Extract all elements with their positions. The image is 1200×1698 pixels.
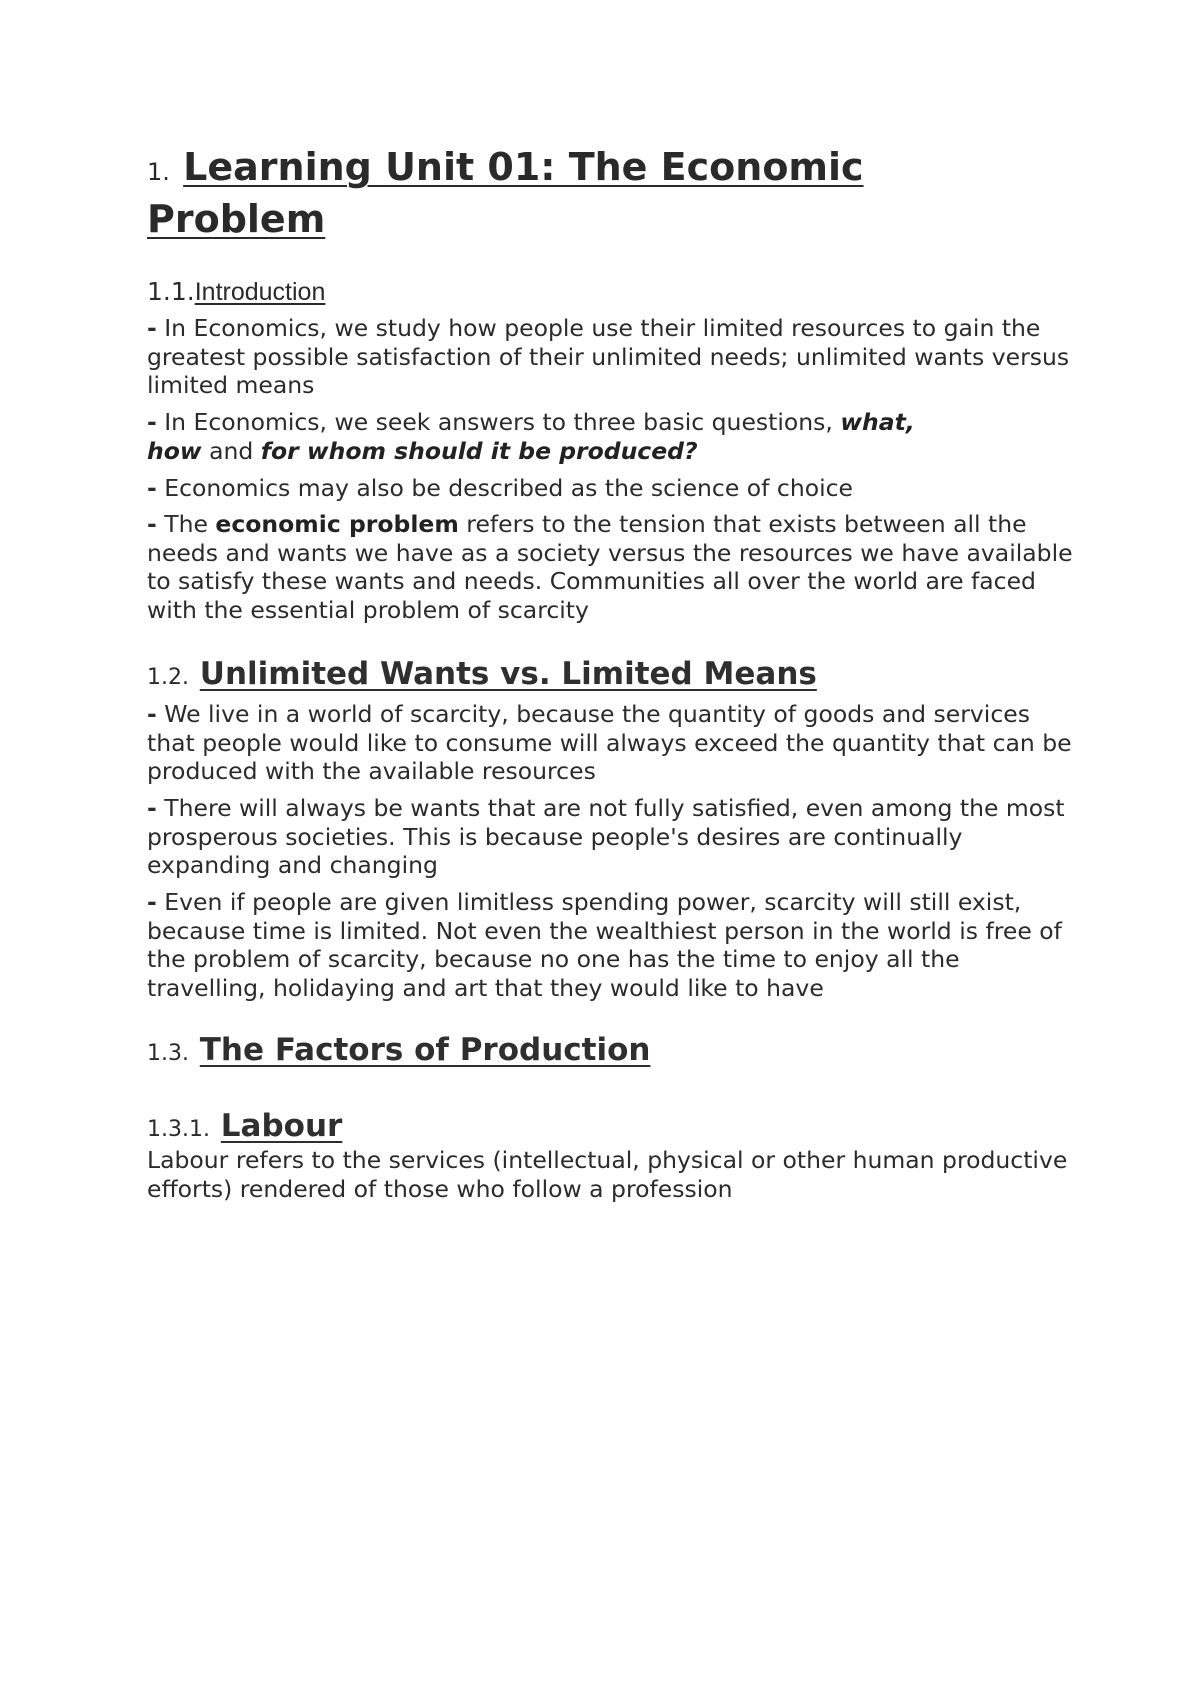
section-labour-heading: [147, 1106, 1077, 1150]
heading-title-line1: Learning Unit 01: The Economic: [183, 145, 864, 189]
heading-number: 1.: [147, 158, 170, 186]
labour-text: Labour refers to the services (intellectual, physical or other human productive efforts) rendered of those who follow a profession: [147, 1146, 1068, 1203]
section-number: 1.3.: [147, 1041, 189, 1066]
main-heading: [147, 144, 1077, 243]
section-number: 1.3.1.: [147, 1117, 210, 1142]
section-title: Unlimited Wants vs. Limited Means: [199, 656, 817, 692]
section-title: The Factors of Production: [199, 1032, 651, 1068]
intro-bullet-3: - Economics may also be described as the science of choice: [147, 474, 853, 502]
section-factors-heading: [147, 1030, 1077, 1074]
section-introduction-heading: [147, 276, 325, 308]
intro-bullet-4: - The economic problem refers to the tension that exists between all the needs and wants we have as a society versus the resources we have available to satisfy these wants and needs. Communities all over the world are faced with the essential problem of scarcity: [147, 510, 1073, 624]
section-title: Introduction: [194, 278, 326, 306]
section-number: 1.1.: [147, 277, 195, 306]
intro-bullet-1: - In Economics, we study how people use their limited resources to gain the greatest possible satisfaction of their unlimited needs; unlimited wants versus limited means: [147, 314, 1070, 399]
wants-bullet-1: - We live in a world of scarcity, because the quantity of goods and services that people would like to consume will always exceed the quantity that can be produced with the available resources: [147, 700, 1072, 785]
wants-bullet-2: - There will always be wants that are not fully satisfied, even among the most prosperous societies. This is because people's desires are continually expanding and changing: [147, 794, 1065, 879]
section-wants-heading: [147, 654, 1077, 698]
wants-bullet-3: - Even if people are given limitless spending power, scarcity will still exist, because time is limited. Not even the wealthiest person in the world is free of the problem of scarcity, because no one has the time to enjoy all the travelling, holidaying and art that they would like to have: [147, 888, 1062, 1002]
intro-bullet-2: - In Economics, we seek answers to three basic questions, what, how and for whom should it be produced?: [147, 408, 915, 465]
section-number: 1.2.: [147, 665, 189, 690]
section-title: Labour: [220, 1108, 343, 1144]
heading-title-line2: Problem: [147, 197, 326, 241]
